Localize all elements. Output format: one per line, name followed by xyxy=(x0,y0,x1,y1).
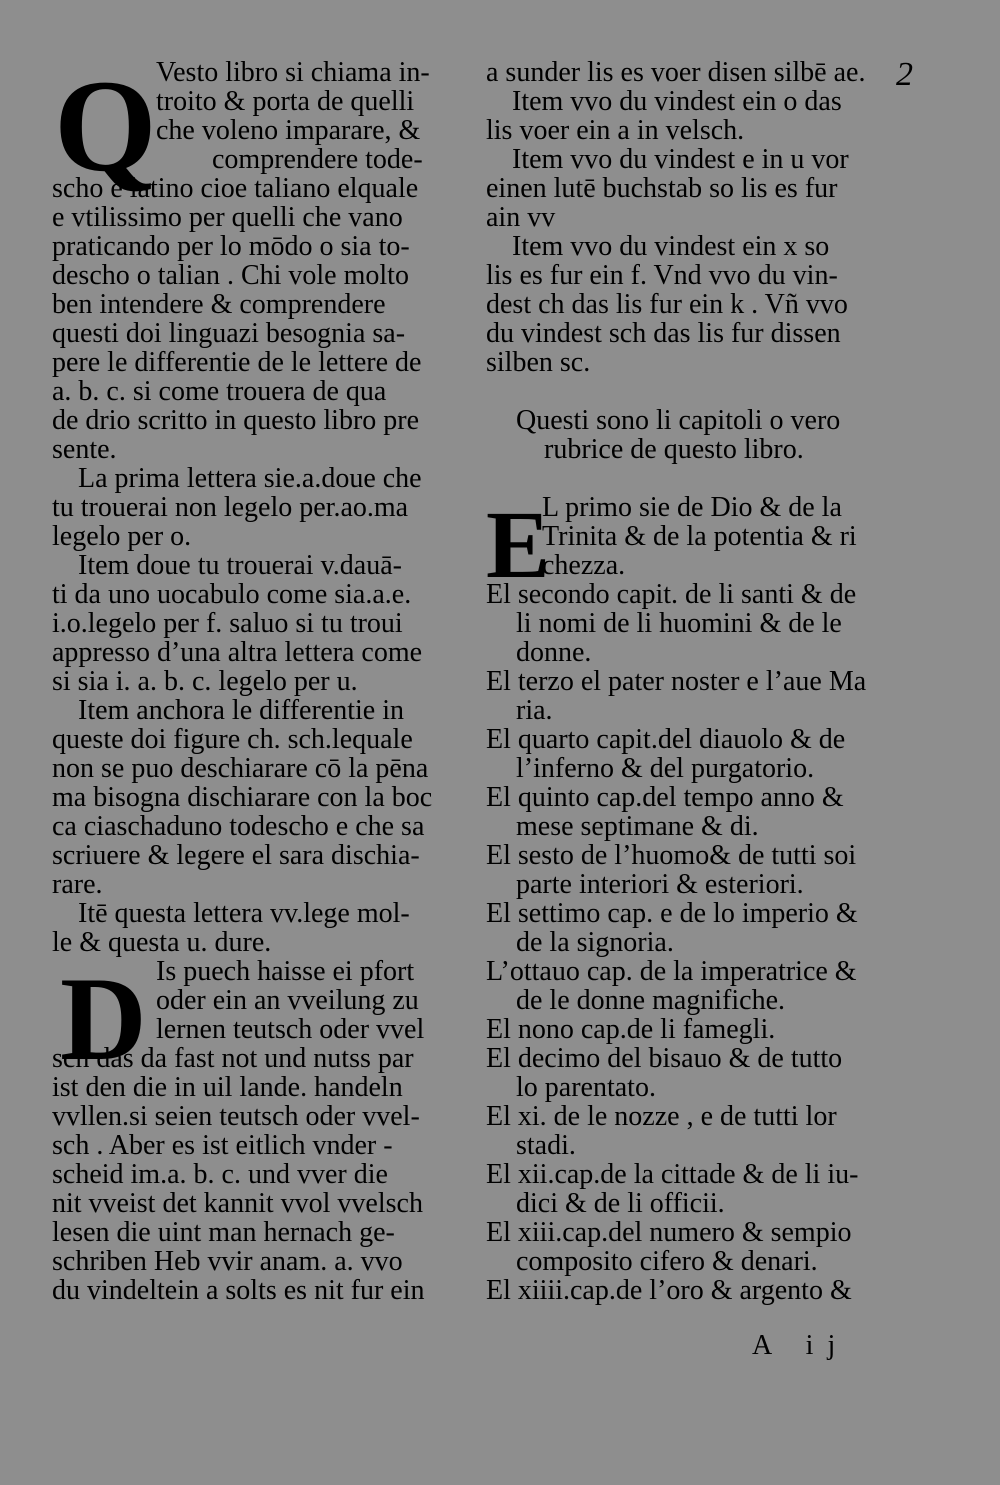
text-line: sch . Aber es ist eitlich vnder - xyxy=(52,1130,393,1161)
text-line: dest ch das lis fur ein k . Vñ vvo xyxy=(486,289,848,320)
text-line: El decimo del bisauo & de tutto xyxy=(486,1043,843,1074)
chapter-entry xyxy=(486,1276,896,1305)
paragraph xyxy=(486,87,896,145)
text-line: lo parentato. xyxy=(516,1072,656,1103)
chapter-entry xyxy=(486,1218,896,1276)
text-line: de drio scritto in questo libro pre xyxy=(52,405,420,436)
chapter-entry xyxy=(486,725,896,783)
signature-mark: A ij xyxy=(752,1330,850,1361)
text-line: du vindest sch das lis fur dissen xyxy=(486,318,841,349)
text-line: Item vvo du vindest e in u vor xyxy=(512,144,849,175)
right-column xyxy=(486,58,896,1305)
text-line: dici & de li officii. xyxy=(516,1188,725,1219)
text-line: Item vvo du vindest ein o das xyxy=(512,86,842,117)
text-line: parte interiori & esteriori. xyxy=(516,869,804,900)
paragraph xyxy=(52,696,462,899)
text-line: El nono cap.de li famegli. xyxy=(486,1014,776,1045)
text-line: i.o.legelo per f. saluo si tu troui xyxy=(52,608,403,639)
text-line: a sunder lis es voer disen silbē ae. xyxy=(486,57,866,88)
text-line: ist den die in uil lande. handeln xyxy=(52,1072,403,1103)
chapter-entry xyxy=(486,899,896,957)
page-number: 2 xyxy=(896,56,913,93)
chapter-entry xyxy=(486,1044,896,1102)
text-line: lis voer ein a in velsch. xyxy=(486,115,745,146)
text-line: pere le differentie de le lettere de xyxy=(52,347,422,378)
paragraph xyxy=(486,145,896,232)
text-line: oder ein an vveilung zu xyxy=(156,985,419,1016)
text-line: si sia i. a. b. c. legelo per u. xyxy=(52,666,358,697)
text-line: El quinto cap.del tempo anno & xyxy=(486,782,844,813)
text-line: sente. xyxy=(52,434,117,465)
chapter-entry xyxy=(486,1015,896,1044)
text-line: non se puo deschiarare cō la pēna xyxy=(52,753,429,784)
text-line: El xi. de le nozze , e de tutti lor xyxy=(486,1101,837,1132)
text-line: L’ottauo cap. de la imperatrice & xyxy=(486,956,857,987)
text-line: li nomi de li huomini & de le xyxy=(516,608,842,639)
text-line: composito cifero & denari. xyxy=(516,1246,818,1277)
text-line: lis es fur ein f. Vnd vvo du vin- xyxy=(486,260,838,291)
text-line: Item anchora le differentie in xyxy=(78,695,404,726)
text-line: L primo sie de Dio & de la xyxy=(542,492,842,523)
text-line: l’inferno & del purgatorio. xyxy=(516,753,815,784)
chapter-entry xyxy=(486,841,896,899)
text-line: ria. xyxy=(516,695,553,726)
left-column xyxy=(52,52,462,1306)
paragraph xyxy=(486,58,896,87)
spacer xyxy=(486,377,896,406)
text-line: comprendere tode- xyxy=(212,144,423,175)
text-line: sch das da fast not und nutss par xyxy=(52,1043,414,1074)
chapter-entry xyxy=(486,667,896,725)
text-line: El secondo capit. de li santi & de xyxy=(486,579,857,610)
spacer xyxy=(486,464,896,493)
text-line: de la signoria. xyxy=(516,927,674,958)
text-line: mese septimane & di. xyxy=(516,811,759,842)
paragraph xyxy=(52,551,462,696)
text-line: lernen teutsch oder vvel xyxy=(156,1014,425,1045)
text-line: troito & porta de quelli xyxy=(156,86,415,117)
text-line: de le donne magnifiche. xyxy=(516,985,786,1016)
text-line: questi doi linguazi besognia sa- xyxy=(52,318,406,349)
text-line: einen lutē buchstab so lis es fur xyxy=(486,173,838,204)
text-line: le & questa u. dure. xyxy=(52,927,272,958)
paragraph xyxy=(52,899,462,957)
text-line: Item vvo du vindest ein x so xyxy=(512,231,830,262)
text-line: La prima lettera sie.a.doue che xyxy=(78,463,422,494)
intro-paragraph xyxy=(52,52,462,465)
chapter-entry xyxy=(486,1102,896,1160)
text-line: El xiii.cap.del numero & sempio xyxy=(486,1217,852,1248)
text-line: Item doue tu trouerai v.dauā- xyxy=(78,550,402,581)
text-line: praticando per lo mōdo o sia to- xyxy=(52,231,410,262)
text-line: nit vveist det kannit vvol vvelsch xyxy=(52,1188,423,1219)
text-line: stadi. xyxy=(516,1130,576,1161)
dropcap-e: E xyxy=(486,491,551,598)
text-line: Itē questa lettera vv.lege mol- xyxy=(78,898,410,929)
text-line: ti da uno uocabulo come sia.a.e. xyxy=(52,579,412,610)
text-line: ma bisogna dischiarare con la boc xyxy=(52,782,433,813)
chapter-entry xyxy=(486,957,896,1015)
text-line: scho e latino cioe taliano elquale xyxy=(52,173,419,204)
text-line: che voleno imparare, & xyxy=(156,115,421,146)
text-line: legelo per o. xyxy=(52,521,192,552)
text-line: chezza. xyxy=(542,550,626,581)
text-line: schriben Heb vvir anam. a. vvo xyxy=(52,1246,403,1277)
german-paragraph xyxy=(52,952,462,1306)
text-line: tu trouerai non legelo per.ao.ma xyxy=(52,492,409,523)
text-line: ca ciaschaduno todescho e che sa xyxy=(52,811,425,842)
text-line: El sesto de l’huomo& de tutti soi xyxy=(486,840,857,871)
text-line: El settimo cap. e de lo imperio & xyxy=(486,898,858,929)
dropcap-d: D xyxy=(60,952,147,1085)
chapter-list-heading xyxy=(486,406,896,464)
text-line: El terzo el pater noster e l’aue Ma xyxy=(486,666,867,697)
text-line: ain vv xyxy=(486,202,556,233)
text-line: El xii.cap.de la cittade & de li iu- xyxy=(486,1159,859,1190)
chapter-entry xyxy=(486,1160,896,1218)
text-line: vvllen.si seien teutsch oder vvel- xyxy=(52,1101,420,1132)
text-line: scriuere & legere el sara dischia- xyxy=(52,840,420,871)
text-line: silben sc. xyxy=(486,347,591,378)
text-line: rare. xyxy=(52,869,103,900)
text-line: queste doi figure ch. sch.lequale xyxy=(52,724,413,755)
paragraph xyxy=(52,464,462,551)
text-line: du vindeltein a solts es nit fur ein xyxy=(52,1275,425,1306)
text-line: El quarto capit.del diauolo & de xyxy=(486,724,846,755)
text-line: descho o talian . Chi vole molto xyxy=(52,260,409,291)
paragraph xyxy=(486,232,896,377)
text-line: Trinita & de la potentia & ri xyxy=(542,521,857,552)
text-line: Vesto libro si chiama in- xyxy=(156,57,430,88)
text-line: e vtilissimo per quelli che vano xyxy=(52,202,403,233)
text-line: appresso d’una altra lettera come xyxy=(52,637,423,668)
dropcap-q: Q xyxy=(54,52,157,199)
text-line: Is puech haisse ei pfort xyxy=(156,956,415,987)
chapter-entry xyxy=(486,783,896,841)
text-line: ben intendere & comprendere xyxy=(52,289,386,320)
text-line: a. b. c. si come trouera de qua xyxy=(52,376,387,407)
heading-line: rubrice de questo libro. xyxy=(544,434,804,465)
text-line: lesen die uint man hernach ge- xyxy=(52,1217,395,1248)
text-line: scheid im.a. b. c. und vver die xyxy=(52,1159,388,1190)
text-line: El xiiii.cap.de l’oro & argento & xyxy=(486,1275,852,1306)
text-line: donne. xyxy=(516,637,592,668)
heading-line: Questi sono li capitoli o vero xyxy=(516,405,841,436)
